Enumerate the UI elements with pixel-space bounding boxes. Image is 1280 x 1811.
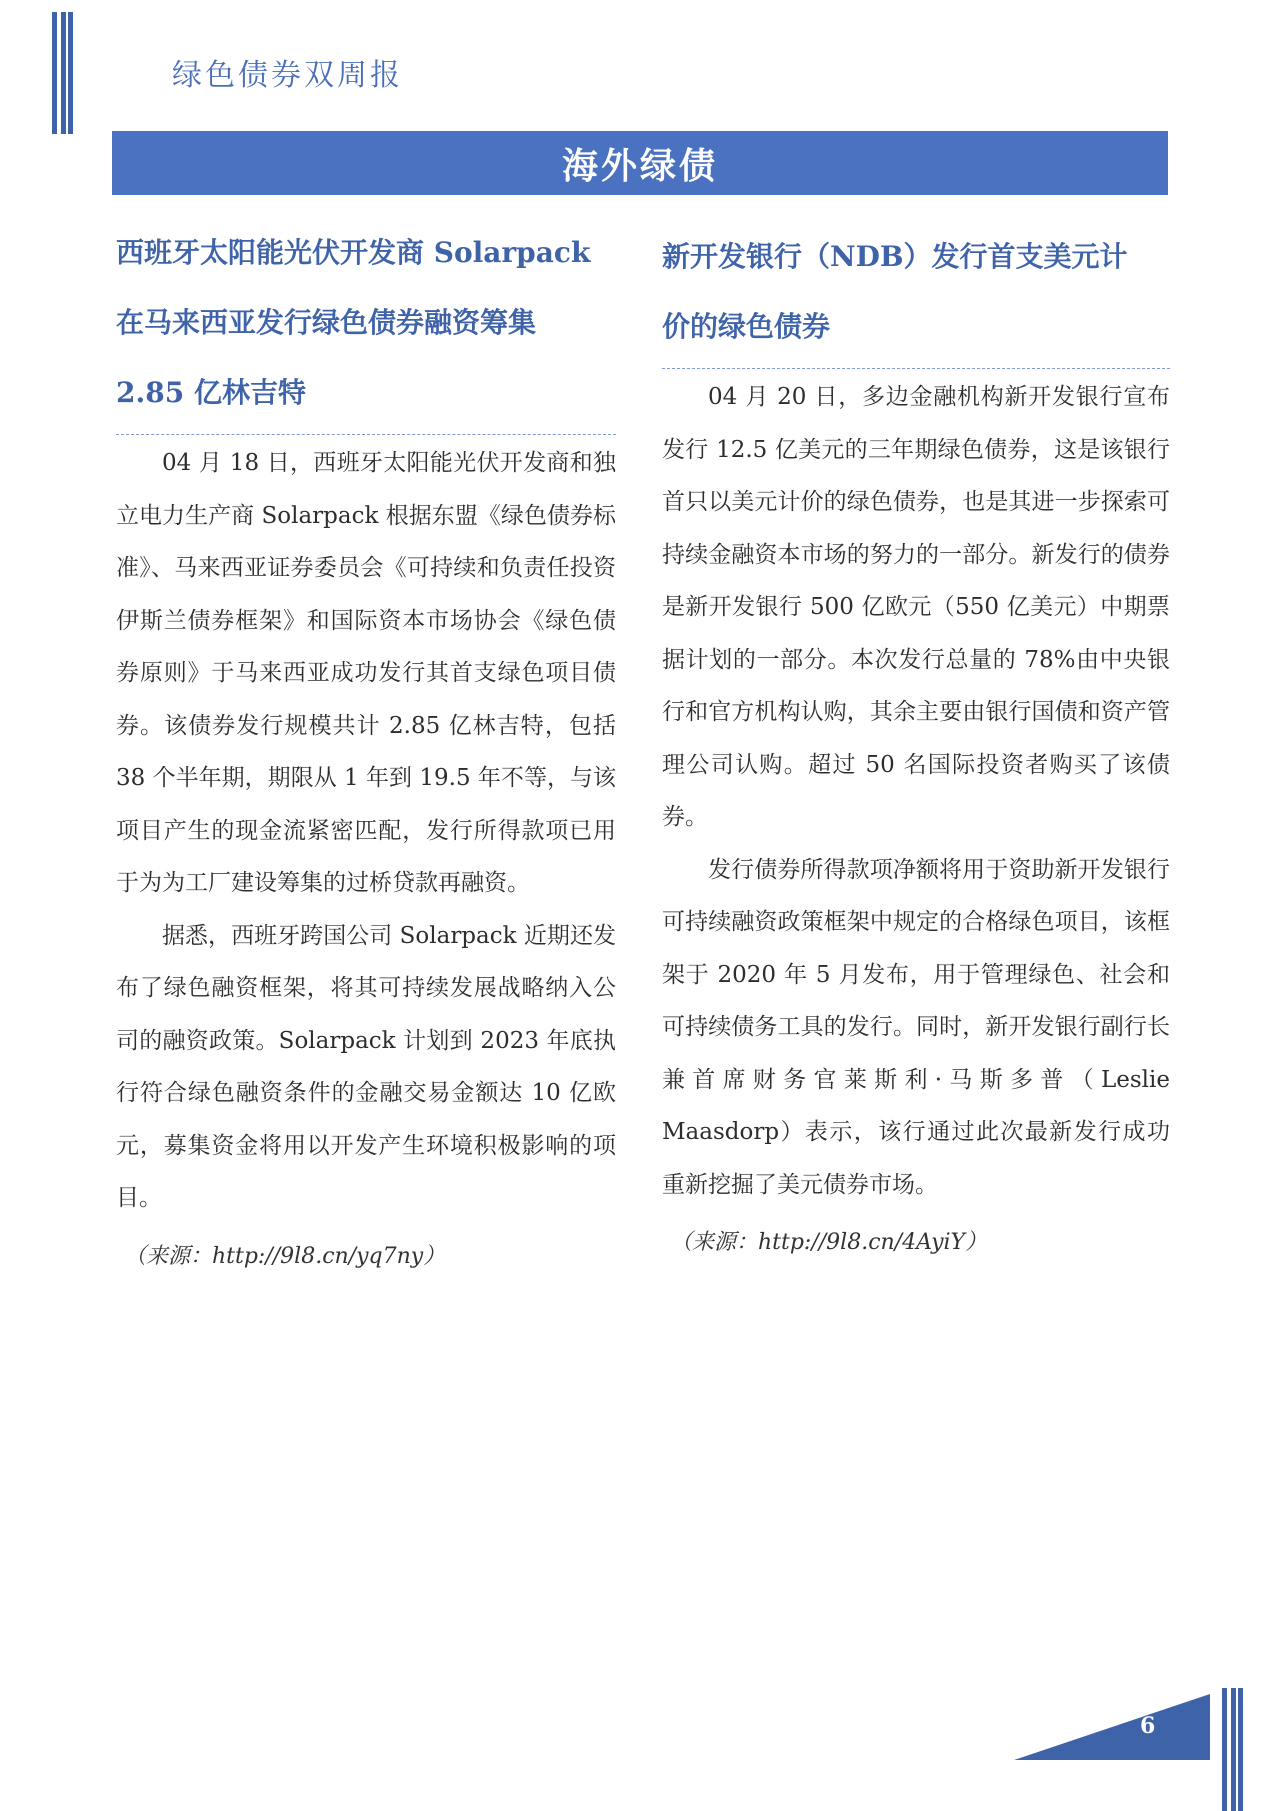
article-source: （来源：http://9l8.cn/yq7ny）: [124, 1243, 446, 1269]
newsletter-title: 绿色债券双周报: [172, 58, 403, 93]
page-number: 6: [1140, 1713, 1156, 1739]
dashed-divider: [662, 368, 1170, 369]
article-paragraph: 04 月 18 日，西班牙太阳能光伏开发商和独立电力生产商 Solarpack 根据东盟《绿色债券标准》、马来西亚证券委员会《可持续和负责任投资伊斯兰债券框架》和国际资本市场协会《绿色债券原则》于马来西亚成功发行其首支绿色项目债券。该债券发行规模共计 2.85 亿林吉特，包括 38 个半年期，期限从 1 年到 19.5 年不等，与该项目产生的现金流紧密匹配，发行所得款项已用于为为工厂建设筹集的过桥贷款再融资。: [116, 450, 616, 896]
dashed-divider: [116, 434, 616, 435]
article-paragraph: 04 月 20 日，多边金融机构新开发银行宣布发行 12.5 亿美元的三年期绿色债券，这是该银行首只以美元计价的绿色债券，也是其进一步探索可持续金融资本市场的努力的一部分。新发行的债券是新开发银行 500 亿欧元（550 亿美元）中期票据计划的一部分。本次发行总量的 78%由中央银行和官方机构认购，其余主要由银行国债和资产管理公司认购。超过 50 名国际投资者购买了该债券。: [662, 384, 1170, 830]
article-paragraph: 发行债券所得款项净额将用于资助新开发银行可持续融资政策框架中规定的合格绿色项目，该框架于 2020 年 5 月发布，用于管理绿色、社会和可持续债务工具的发行。同时，新开发银行副行长兼首席财务官莱斯利·马斯多普（Leslie Maasdorp）表示，该行通过此次最新发行成功重新挖掘了美元债券市场。: [662, 856, 1170, 1198]
section-banner: [112, 131, 1168, 195]
article-paragraph: 据悉，西班牙跨国公司 Solarpack 近期还发布了绿色融资框架，将其可持续发展战略纳入公司的融资政策。Solarpack 计划到 2023 年底执行符合绿色融资条件的金融交易金额达 10 亿欧元，募集资金将用以开发产生环境积极影响的项目。: [116, 922, 616, 1211]
page-number-triangle: [1014, 1694, 1214, 1764]
article-title: 新开发银行（NDB）发行首支美元计 价的绿色债券: [662, 240, 1128, 343]
article-title: 西班牙太阳能光伏开发商 Solarpack 在马来西亚发行绿色债券融资筹集 2.85 亿林吉特: [116, 236, 591, 409]
article-left: [116, 218, 616, 1283]
article-right: [662, 218, 1170, 1269]
article-source: （来源：http://9l8.cn/4AyiY）: [670, 1230, 988, 1255]
section-title: 海外绿债: [561, 144, 718, 187]
